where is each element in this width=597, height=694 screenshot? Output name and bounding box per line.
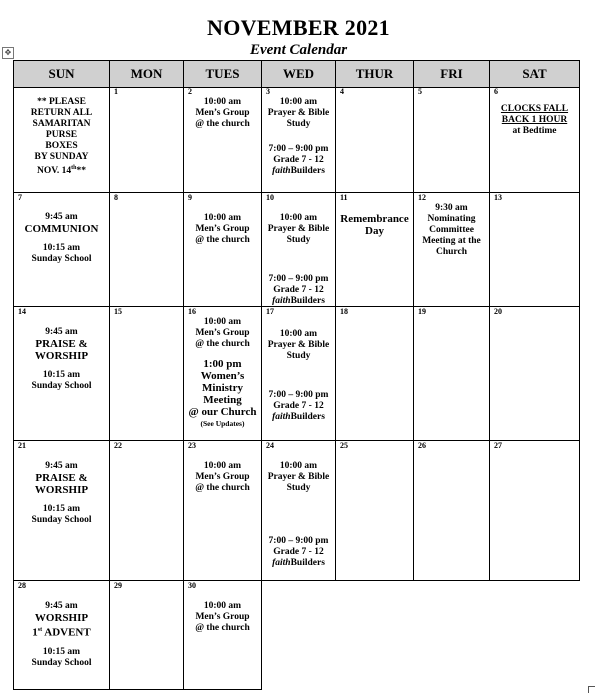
event-title: Prayer & Bible (267, 472, 330, 482)
date-number: 6 (494, 87, 498, 96)
day-cell-17[interactable] (262, 307, 336, 441)
event-title: Committee (429, 225, 474, 235)
event-time: 10:15 am (42, 370, 81, 380)
event-time: 7:00 – 9:00 pm (268, 536, 329, 546)
event-title: Study (286, 351, 311, 361)
day-cell-25[interactable] (336, 441, 414, 581)
day-cell-13[interactable] (490, 193, 580, 307)
event-location: @ the church (195, 623, 250, 633)
event-title: Men’s Group (195, 328, 250, 338)
event-time: 9:45 am (45, 461, 78, 471)
header-sun: SUN (14, 61, 110, 88)
event-title: Men’s Group (195, 108, 250, 118)
date-number: 20 (494, 307, 502, 316)
day-cell-sun-samaritan[interactable] (14, 87, 110, 193)
clocks-line: BACK 1 HOUR (501, 115, 568, 125)
clocks-line: CLOCKS FALL (500, 104, 569, 114)
event-time: 10:00 am (203, 213, 242, 223)
day-cell-18[interactable] (336, 307, 414, 441)
event-title: Ministry (202, 382, 243, 394)
event-title: Men’s Group (195, 224, 250, 234)
event-title: Sunday School (31, 381, 92, 391)
event-title: Men’s Group (195, 612, 250, 622)
event-time: 9:45 am (45, 327, 78, 337)
event-time: 10:00 am (279, 213, 318, 223)
event-time: 10:15 am (42, 646, 81, 657)
date-number: 27 (494, 441, 502, 450)
samaritan-line: ** PLEASE (37, 97, 86, 107)
day-cell-23[interactable] (184, 441, 262, 581)
date-number: 5 (418, 87, 422, 96)
day-cell-2[interactable] (184, 87, 262, 193)
samaritan-date: NOV. 14 (37, 166, 72, 177)
header-thur: THUR (336, 61, 414, 88)
event-time: 10:00 am (203, 601, 242, 611)
empty-cell (336, 581, 414, 690)
event-title: WORSHIP (34, 484, 89, 496)
event-title: WORSHIP (34, 350, 89, 362)
date-number: 3 (266, 87, 270, 96)
empty-cell (490, 581, 580, 690)
event-time: 9:45 am (45, 601, 78, 611)
empty-cell (262, 581, 336, 690)
date-number: 22 (114, 441, 122, 450)
date-number: 7 (18, 193, 22, 202)
event-time: 9:30 am (435, 203, 468, 213)
date-number: 2 (188, 87, 192, 96)
event-title: Grade 7 - 12 (273, 547, 324, 557)
event-title: Women’s (200, 370, 245, 382)
event-time: 10:00 am (203, 317, 242, 327)
samaritan-date-suffix: th (71, 165, 77, 171)
event-title: Sunday School (31, 657, 92, 668)
event-title (265, 166, 332, 177)
day-cell-9[interactable] (184, 193, 262, 307)
advent-label: ADVENT (42, 626, 91, 639)
date-number: 12 (418, 193, 426, 202)
date-number: 19 (418, 307, 426, 316)
date-number: 21 (18, 441, 26, 450)
faith-text: faith (272, 166, 291, 176)
event-title: PRAISE & (35, 472, 88, 484)
event-title (265, 412, 332, 423)
advent-number: 1 (32, 626, 38, 639)
event-title: Study (286, 235, 311, 245)
event-time: 7:00 – 9:00 pm (268, 274, 329, 284)
event-time: 10:00 am (279, 461, 318, 471)
event-title: Remembrance (340, 213, 409, 225)
date-number: 23 (188, 441, 196, 450)
event-time: 10:00 am (203, 97, 242, 107)
event-title: PRAISE & (35, 338, 88, 350)
event-title: Prayer & Bible (267, 108, 330, 118)
day-cell-27[interactable] (490, 441, 580, 581)
date-number: 29 (114, 581, 122, 590)
event-title: Grade 7 - 12 (273, 401, 324, 411)
event-title: Sunday School (31, 254, 92, 264)
event-title: Grade 7 - 12 (273, 285, 324, 295)
event-time: 10:00 am (203, 461, 242, 471)
event-location: @ the church (195, 483, 250, 493)
event-time: 1:00 pm (203, 358, 242, 370)
date-number: 24 (266, 441, 274, 450)
day-cell-22[interactable] (110, 441, 184, 581)
header-sat: SAT (490, 61, 580, 88)
event-time: 10:00 am (279, 97, 318, 107)
event-title: WORSHIP (34, 612, 89, 624)
day-cell-6[interactable] (490, 87, 580, 193)
event-title: Prayer & Bible (267, 224, 330, 234)
day-cell-24[interactable] (262, 441, 336, 581)
date-number: 16 (188, 307, 196, 316)
day-cell-20[interactable] (490, 307, 580, 441)
event-location: @ the church (195, 119, 250, 129)
date-number: 1 (114, 87, 118, 96)
day-cell-12[interactable] (414, 193, 490, 307)
day-cell-10[interactable] (262, 193, 336, 307)
event-title (17, 624, 106, 639)
event-time: 9:45 am (45, 212, 78, 222)
event-title: Meeting (203, 394, 242, 406)
date-number: 26 (418, 441, 426, 450)
weekday-header (13, 60, 580, 88)
builders-text: Builders (290, 296, 325, 306)
builders-text: Builders (290, 412, 325, 422)
day-cell-21[interactable] (14, 441, 110, 581)
event-title: Meeting at the (422, 236, 481, 246)
event-title: Nominating (427, 214, 476, 224)
day-cell-28[interactable] (14, 581, 110, 690)
samaritan-line: SAMARITAN (32, 119, 91, 129)
day-cell-16[interactable] (184, 307, 262, 441)
empty-cell (414, 581, 490, 690)
day-cell-3[interactable] (262, 87, 336, 193)
samaritan-line (17, 163, 106, 177)
date-number: 14 (18, 307, 26, 316)
event-title (265, 296, 332, 307)
date-number: 18 (340, 307, 348, 316)
date-number: 4 (340, 87, 344, 96)
builders-text: Builders (290, 166, 325, 176)
event-title: Study (286, 483, 311, 493)
event-location: @ the church (195, 235, 250, 245)
header-fri: FRI (414, 61, 490, 88)
event-title (265, 558, 332, 569)
advent-suffix: st (37, 627, 43, 633)
samaritan-stars: ** (76, 166, 86, 177)
event-title: Sunday School (31, 515, 92, 525)
event-time: 10:00 am (279, 329, 318, 339)
calendar-grid (13, 87, 580, 690)
samaritan-line: RETURN ALL (30, 108, 93, 118)
day-cell-26[interactable] (414, 441, 490, 581)
event-note: (See Updates) (200, 419, 245, 428)
move-arrows-icon[interactable]: ✥ (2, 47, 14, 59)
event-title: Grade 7 - 12 (273, 155, 324, 165)
day-cell-14[interactable] (14, 307, 110, 441)
page-subtitle: Event Calendar (249, 42, 348, 58)
event-time: 10:15 am (42, 243, 81, 253)
event-time: 10:15 am (42, 504, 81, 514)
day-cell-7[interactable] (14, 193, 110, 307)
event-title: Prayer & Bible (267, 340, 330, 350)
day-cell-11[interactable] (336, 193, 414, 307)
samaritan-line: PURSE (45, 130, 78, 140)
faith-text: faith (272, 558, 291, 568)
day-cell-29[interactable] (110, 581, 184, 690)
header-mon: MON (110, 61, 184, 88)
samaritan-line: BOXES (45, 141, 78, 151)
date-number: 13 (494, 193, 502, 202)
event-location: @ the church (195, 339, 250, 349)
faith-text: faith (272, 412, 291, 422)
header-wed: WED (262, 61, 336, 88)
event-title: Day (365, 225, 384, 237)
date-number: 25 (340, 441, 348, 450)
event-title: Church (436, 247, 467, 257)
date-number: 17 (266, 307, 274, 316)
day-cell-8[interactable] (110, 193, 184, 307)
header-tues: TUES (184, 61, 262, 88)
day-cell-30[interactable] (184, 581, 262, 690)
date-number: 11 (340, 193, 348, 202)
page-corner-mark (588, 686, 595, 693)
date-number: 9 (188, 193, 192, 202)
date-number: 10 (266, 193, 274, 202)
date-number: 30 (188, 581, 196, 590)
event-title: Study (286, 119, 311, 129)
builders-text: Builders (290, 558, 325, 568)
day-cell-5[interactable] (414, 87, 490, 193)
event-title: Men’s Group (195, 472, 250, 482)
faith-text: faith (272, 296, 291, 306)
clocks-note: at Bedtime (512, 126, 557, 136)
date-number: 28 (18, 581, 26, 590)
event-title: COMMUNION (24, 223, 99, 235)
event-time: 7:00 – 9:00 pm (268, 390, 329, 400)
day-cell-19[interactable] (414, 307, 490, 441)
day-cell-15[interactable] (110, 307, 184, 441)
page-title: NOVEMBER 2021 (207, 15, 390, 40)
date-number: 15 (114, 307, 122, 316)
event-location: @ our Church (188, 406, 257, 418)
samaritan-line: BY SUNDAY (34, 152, 89, 162)
day-cell-4[interactable] (336, 87, 414, 193)
date-number: 8 (114, 193, 118, 202)
event-time: 7:00 – 9:00 pm (268, 144, 329, 154)
day-cell-1[interactable] (110, 87, 184, 193)
